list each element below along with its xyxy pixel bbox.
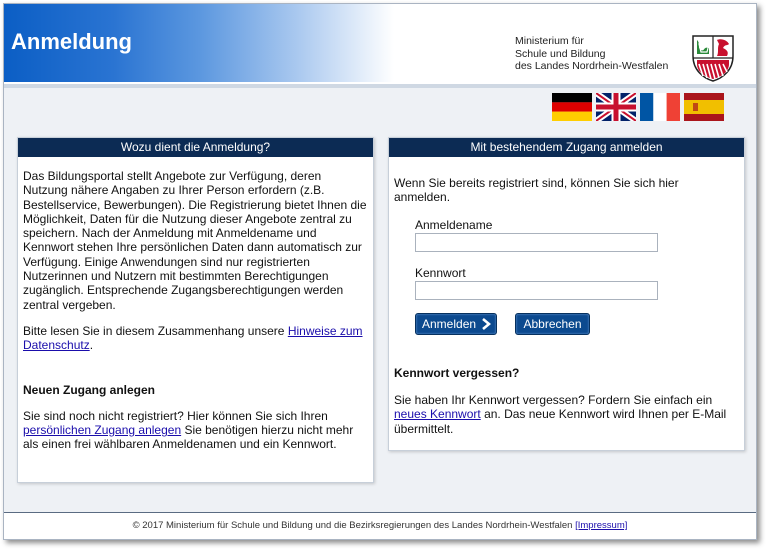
- login-panel-title: Mit bestehendem Zugang anmelden: [389, 138, 744, 157]
- ministry-name: [515, 35, 668, 73]
- page-title: Anmeldung: [11, 29, 132, 54]
- forgot-password-heading: Kennwort vergessen?: [394, 366, 520, 380]
- forgot-suffix: an. Das neue Kennwort wird Ihnen per E-Mail übermittelt.: [394, 407, 727, 436]
- login-intro-text: Wenn Sie bereits registriert sind, können Sie sich hier anmelden.: [394, 176, 679, 205]
- language-option-deutsch[interactable]: [552, 93, 592, 121]
- language-option-espanol[interactable]: [684, 93, 724, 121]
- privacy-suffix: .: [89, 338, 94, 353]
- header-divider: [4, 84, 756, 88]
- new-password-link[interactable]: neues Kennwort: [394, 407, 481, 422]
- password-input[interactable]: [415, 281, 658, 300]
- ministry-line: Ministerium für: [515, 35, 584, 47]
- info-intro-text: Das Bildungsportal stellt Angebote zur Verfügung, deren Nutzung nähere Angaben zu Ihrer Person erfordern (z.B. Bestellservice, Bewerbungen). Die Registrierung bietet Ihnen die Möglichkeit, Daten für die Nutzung dieser Angebote zentral zu speichern. Nach der Anmeldung mit Anmeldename und Kennwort stehen Ihre persönlichen Daten dann automatisch zur Verfügung. Einige Anwendungen sind nur registrierten Nutzerinnen und Nutzern mit bestimmten Berechtigungen zugänglich. Entsprechende Zugangsberechtigungen werden zentral vergeben.: [23, 169, 367, 312]
- ministry-line: Schule und Bildung: [515, 47, 606, 60]
- language-option-francais[interactable]: [640, 93, 680, 121]
- flag-spain-icon: [684, 93, 724, 121]
- privacy-prefix: Bitte lesen Sie in diesem Zusammenhang unsere: [23, 323, 288, 338]
- login-panel: [388, 137, 745, 451]
- chevron-right-icon: [481, 318, 491, 330]
- new-account-prefix: Sie sind noch nicht registriert? Hier können Sie sich Ihren: [23, 408, 328, 423]
- login-button[interactable]: [415, 313, 497, 335]
- create-account-link[interactable]: persönlichen Zugang anlegen: [23, 423, 182, 438]
- copyright-text: © 2017 Ministerium für Schule und Bildung und die Bezirksregierungen des Landes Nordrhein-Westfalen: [132, 520, 576, 531]
- flag-france-icon: [640, 93, 680, 121]
- info-panel-body: [18, 157, 373, 452]
- username-input[interactable]: [415, 233, 658, 252]
- forgot-password-paragraph: [394, 393, 734, 436]
- ministry-line: des Landes Nordrhein-Westfalen: [515, 60, 669, 72]
- new-account-suffix: Sie benötigen hierzu nicht mehr als einen frei wählbaren Anmeldenamen und ein Kennwort.: [23, 423, 354, 452]
- page-header: [4, 4, 756, 84]
- info-panel: [17, 137, 374, 483]
- flag-uk-icon: [596, 93, 636, 121]
- new-account-heading: Neuen Zugang anlegen: [23, 382, 156, 397]
- language-option-english[interactable]: [596, 93, 636, 121]
- flag-germany-icon: [552, 93, 592, 121]
- impressum-link[interactable]: [Impressum]: [575, 520, 628, 531]
- forgot-prefix: Sie haben Ihr Kennwort vergessen? Fordern Sie einfach ein: [394, 393, 713, 407]
- new-account-paragraph: [23, 409, 367, 452]
- info-panel-title: Wozu dient die Anmeldung?: [18, 138, 373, 157]
- nrw-crest-icon: [689, 34, 737, 82]
- password-label: Kennwort: [415, 266, 466, 280]
- login-button-label: Anmelden: [422, 317, 477, 331]
- page-frame: [3, 3, 757, 540]
- page-footer: [4, 512, 756, 540]
- username-label: Anmeldename: [415, 218, 493, 232]
- privacy-paragraph: [23, 324, 367, 353]
- privacy-link[interactable]: Hinweise zum Datenschutz: [23, 323, 363, 353]
- cancel-button[interactable]: Abbrechen: [515, 313, 590, 335]
